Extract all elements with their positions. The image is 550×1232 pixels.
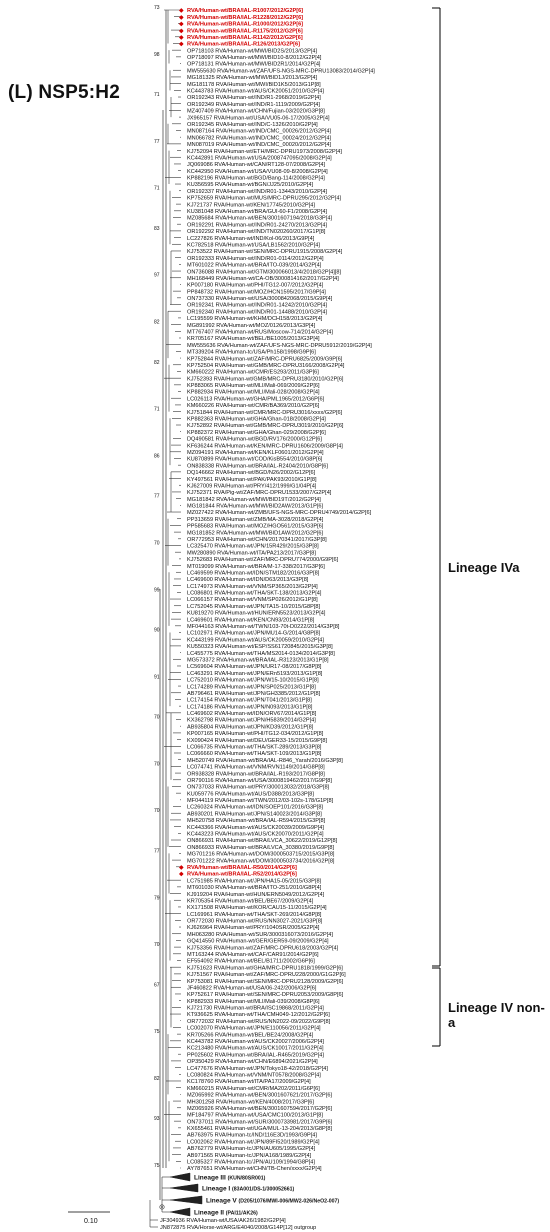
bootstrap-value: 71 [154,92,160,99]
taxon-label: KC443199 RVA/Human-wt/AUS/CK20059/2010/G2P[4] [187,637,324,644]
taxon-label: PP313659 RVA/Human-wt/ZMB/MA-3028/2018/G2P[4] [187,516,324,523]
taxon-label: KJ753356 RVA/Human-wt/ZAF/MRC-DPRU618/2003/G2P[4] [187,945,339,952]
taxon-label: KP752617 RVA/Human-wt/SEN/MRC-DPRU2053/2009/G8P[6] [187,992,344,999]
taxon-label: AB763975 RVA/Human-tc/IND/116E3D/1993/G9P[4] [187,1132,317,1139]
highlight-marker: ◆ [179,34,184,41]
taxon-label: LC477676 RVA/Human-wt/JPN/Tokyo18-42/2018/G2P[4] [187,1065,328,1072]
taxon-label: MN087019 RVA/Human-wt/IND/CMC_00020/2012/G2P[4] [187,142,332,149]
taxon-label: LC469599 RVA/Human-wt/IDN/STM182/2016/G3P[8] [187,570,320,577]
taxon-label: LC195599 RVA/Human-wt/KHM/DCH158/2013/G2P[4] [187,316,323,323]
taxon-label: DQ146662 RVA/Human-wt/BGD/N26/2002/G12P[6] [187,470,316,477]
taxon-label: JN872875 RVA/Horse-wt/ARG/E4040/2008/G14P[12] outgroup [160,1225,317,1231]
bootstrap-value: 98 [154,51,160,58]
bootstrap-value: 82 [154,1075,160,1082]
taxon-label: MG701216 RVA/Human-wt/DOM/3000503715/2015/G3P[8] [187,851,335,858]
taxon-label: KR705167 RVA/Human-wt/BEL/BE1005/2013/G3P[4] [187,336,320,343]
taxon-label: PP848732 RVA/Human-wt/MOZ/HCN1595/2017/G9P[4] [187,289,326,296]
taxon-label: LC469602 RVA/Human-wt/IDN/ORV67/2014/G1P[8] [187,711,317,718]
taxon-label: RVA/Human-wt/BRA/IAL-R1142/2012/G2P[6] [187,34,303,41]
taxon-label: KP752844 RVA/Human-wt/ZAF/MRC-DPRU6825/2009/G9P[6] [187,356,343,363]
taxon-label: AY787651 RVA/Human-wt/CHN/TB-Chen/xxxx/G2P[4] [187,1166,322,1173]
taxon-label: LC085327 RVA/Human-tc/JPN/AU109/1994/G8P[4] [187,1159,315,1166]
highlight-marker: ◆ [179,871,184,878]
taxon-label: KJ721737 RVA/Human-wt/KEN/17745/2010/G2P[4] [187,202,315,209]
taxon-label: PP585683 RVA/Human-wt/MOZ/HGO561/2015/G3P[6] [187,523,324,530]
taxon-label: KC782518 RVA/Human-wt/USA/LB1562/2010/G2P[4] [187,242,320,249]
bootstrap-value: 70 [154,808,160,815]
taxon-label: KF636244 RVA/Human-wt/KEN/MRC-DPRU1606/2009/G8P[4] [187,443,343,450]
taxon-label: MT019099 RVA/Human-wt/BRA/M-17-338/2017/G3P[6] [187,563,325,570]
taxon-label: MH520758 RVA/Human-wt/BRA/IAL-R594/2015/G3P[8] [187,818,326,825]
bootstrap-value: 83 [154,225,160,232]
taxon-label: KR705266 RVA/Human-wt/BEL/BE24/2008/G2P[4] [187,1032,314,1039]
taxon-label: RVA/Human-wt/BRA/IAL-R1175/2012/G2P[6] [187,28,303,35]
taxon-label: KM660226 RVA/Human-wt/CMR/BA369/2010/G2P[6] [187,403,320,410]
bootstrap-value: 75 [154,1029,160,1036]
taxon-label: OP718097 RVA/Human-wt/MWI/BID10-8/2012/G2P[4] [187,55,322,62]
clade-label-lineage-iva: Lineage IVa [448,560,520,575]
taxon-label: MZ407409 RVA/Human-wt/CHN/Fujian-03/2020/G3P[8] [187,108,325,115]
taxon-label: OR772953 RVA/Human-wt/CHN/20170341/2017/G3P[8] [187,536,327,543]
taxon-label: KJ751844 RVA/Human-wt/CMR/MRC-DPRU3016/xxxx/G2P[6] [187,409,343,416]
bootstrap-value: 82 [154,359,160,366]
taxon-label: LC026113 RVA/Human-wt/GHA/PML1965/2012/G6P[6] [187,396,325,403]
lineage-label: Lineage I (83A001/DS-1/300052661) [202,1185,295,1193]
taxon-label: LC455775 RVA/Human-wt/THA/MS2014-0134/2014/G3P[8] [187,650,335,657]
taxon-label: KC443366 RVA/Human-wt/AUS/CK20039/2009/G9P[4] [187,824,324,831]
highlight-marker: ◆ [179,21,184,28]
taxon-label: MG701222 RVA/Human-wt/DOM/3000503734/2016/G2P[8] [187,858,335,865]
taxon-label: MZ027422 RVA/Human-wt/ZMB/UFS-NGS-MRC-DPRU4749/2014/G2P[6] [187,510,372,517]
taxon-label: AB935804 RVA/Human-wt/JPN/KD39/2012/G1P[8] [187,724,314,731]
highlight-marker: ◆ [179,864,184,871]
taxon-label: OR192291 RVA/Human-wt/IND/R01-24270/2013/G2P[4] [187,222,328,229]
taxon-label: MG181852 RVA/Human-wt/MWI/BID1AW/2012/G2P[6] [187,530,324,537]
bootstrap-value: 90 [154,627,160,634]
lineage-label: Lineage II (PAI11/AK26) [194,1209,258,1217]
taxon-label: MH301258 RVA/Human-wt/KEN/4008/2017/G3P[6] [187,1099,314,1106]
taxon-label: MG181178 RVA/Human-wt/MWI/BID1K5/2013/G1P[8] [187,81,321,88]
taxon-label: OP350429 RVA/Human-wt/CHN/E6894/2021/G2P[4] [187,1059,318,1066]
taxon-label: LC074741 RVA/Human-wt/VNM/RVN1149/2014/G8P[8] [187,764,325,771]
taxon-label: AB762779 RVA/Human-tc/JPN/AU605/1995/G2P[4] [187,1146,316,1153]
taxon-label: MT601030 RVA/Human-wt/BRA/ITO-251/2010/G8P[4] [187,885,322,892]
taxon-label: KJ919204 RVA/Human-wt/HUN/ERN5049/2012/G2P[4] [187,891,325,898]
collapsed-lineage-triangle [170,1196,202,1204]
taxon-label: RVA/Human-wt/BRA/IAL-R50/2014/G2P[6] [187,864,297,871]
taxon-label: LC169961 RVA/Human-wt/THA/SKT-269/2014/G8P[8] [187,911,322,918]
taxon-label: KC213480 RVA/Human-wt/AUS/CK10017/2011/G2P[4] [187,1045,324,1052]
taxon-label: MT163244 RVA/Human-wt/CAF/CAR91/2014/G2P[6] [187,952,319,959]
bootstrap-value: 91 [154,674,160,681]
taxon-label: OR192292 RVA/Human-wt/IND/TN020260/2017/G1P[8] [187,229,326,236]
taxon-label: KU381048 RVA/Human-wt/BRA/GUI-60-F1/2008/G2P[4] [187,209,328,216]
taxon-label: ON737330 RVA/Human-wt/USA/3000842068/2015/G9P[4] [187,296,333,303]
highlight-marker: ◆ [179,41,184,48]
taxon-label: KP883065 RVA/Human-wt/MLI/Mali-069/2009/G2P[6] [187,383,320,390]
taxon-label: ON737033 RVA/Human-wt/PRY/300013032/2018/G3P[8] [187,784,330,791]
taxon-label: MG573372 RVA/Human-wt/BRA/IAL-R3123/2013/G1P[8] [187,657,329,664]
taxon-label: OR938328 RVA/Human-wt/BRA/IAL-R193/2017/G8P[8] [187,771,325,778]
bootstrap-value: 70 [154,714,160,721]
bootstrap-value: 82 [154,319,160,326]
taxon-label: KX362798 RVA/Human-wt/JPN/H5839/2014/G2P[4] [187,717,316,724]
bootstrap-value: 67 [154,982,160,989]
taxon-label: KC442950 RVA/Human-wt/USA/VU08-09-8/2008/G2P[4] [187,168,328,175]
taxon-label: LC174186 RVA/Human-wt/JPN/N093/2013/G1P[8] [187,704,313,711]
taxon-label: MG181844 RVA/Human-wt/MWI/BID2AW/2013/G1P[6] [187,503,324,510]
taxon-label: LC002070 RVA/Human-wt/JPN/E110056/2011/G2P[4] [187,1025,321,1032]
taxon-label: MW555636 RVA/Human-wt/ZAF/UFS-NGS-MRC-DPRU5912/2019/G2P[4] [187,342,372,349]
bootstrap-value: 77 [154,493,160,500]
taxon-label: MF044119 RVA/Human-wt/TWN/2012/03-102s-178/G1P[8] [187,798,334,805]
taxon-label: KP007180 RVA/Human-wt/PHI/TG12-007/2012/G2P[4] [187,282,324,289]
taxon-label: AB930201 RVA/Human-wt/JPN/S140023/2014/G3P[8] [187,811,322,818]
taxon-label: KJ626964 RVA/Human-wt/PRY/1040SR/2005/G2P[4] [187,925,320,932]
taxon-label: KJ721730 RVA/Human-wt/BRA/ISC19868/2011/G2P[4] [187,1005,324,1012]
taxon-label: KM660215 RVA/Human-wt/CMR/MA202/2011/G6P[6] [187,1085,320,1092]
taxon-label: KC443223 RVA/Human-wt/AUS/CK20070/2011/G2P[4] [187,831,324,838]
taxon-label: EF554092 RVA/Human-wt/BEL/B1711/2002/G6P[6] [187,958,315,965]
taxon-label: LC469600 RVA/Human-wt/IDN/D63/2013/G3P[8] [187,577,309,584]
collapsed-lineage-triangle [170,1208,190,1216]
taxon-label: MW280890 RVA/Human-wt/ITA/PA213/2017/G3P[8] [187,550,316,557]
bootstrap-value: 71 [154,185,160,192]
bootstrap-value: 73 [154,5,160,11]
taxon-label: KJ752371 RVA/Pig-wt/ZAF/MRC-DPRU1533/2007/G2P[4] [187,490,332,497]
taxon-label: ON737011 RVA/Human-wt/SUR/3000733981/2017/G9P[6] [187,1119,333,1126]
taxon-label: KU059776 RVA/Human-wt/AUS/D388/2013/G3P[8] [187,791,314,798]
taxon-label: KC443782 RVA/Human-wt/AUS/CK20027/2006/G2P[4] [187,1039,324,1046]
taxon-label: LC325470 RVA/Human-wt/JPN/15R429/2015/G3P[8] [187,543,319,550]
taxon-label: KM660222 RVA/Human-wt/CMR/ES293/2011/G3P[6] [187,369,319,376]
taxon-label: MZ094191 RVA/Human-wt/KEN/KLF0601/2012/G2P[4] [187,449,324,456]
taxon-label: LC752010 RVA/Human-wt/JPN/W15-10/2015/G1P[8] [187,677,319,684]
taxon-label: LC174154 RVA/Human-wt/JPN/T041/2013/G1P[8] [187,697,312,704]
taxon-label: KX655461 RVA/Human-wt/UGA/MUL-13-204/2013/G8P[8] [187,1126,332,1133]
taxon-label: MH063280 RVA/Human-wt/SUR/3000316073/2016/G2P[4] [187,931,333,938]
lineage-label: Lineage V (D205/1076/MWI-006/MW2-026/NeO2-007) [206,1197,340,1205]
taxon-label: LC102971 RVA/Human-wt/JPN/MU14-G/2014/G8P[8] [187,630,321,637]
taxon-label: KP882363 RVA/Human-wt/GHA/Ghan-018/2008/G2P[4] [187,416,326,423]
taxon-label: KP752659 RVA/Human-wt/MUS/MRC-DPRU295/2012/G2P[4] [187,195,341,202]
taxon-label: OR192340 RVA/Human-wt/IND/R01-14488/2010/G2P[4] [187,309,328,316]
taxon-label: MH168449 RVA/Human-wt/CA-OB/3000814162/2017/G2P[4] [187,275,339,282]
taxon-label: KJ751623 RVA/Human-wt/GHA/MRC-DPRU1818/1999/G2P[6] [187,965,343,972]
taxon-label: KP882933 RVA/Human-wt/MLI/Mali-039/2008/G8P[6] [187,998,320,1005]
taxon-label: KJ627009 RVA/Human-wt/PRY/412/1999/G1/04P[4] [187,483,317,490]
taxon-label: MZ065992 RVA/Human-wt/BEN/3001607621/2017/G2P[6] [187,1092,333,1099]
taxon-label: OR192343 RVA/Human-wt/IND/R1-2968/2019/G2P[4] [187,95,321,102]
taxon-label: OR790116 RVA/Human-wt/USA/3000819462/2017/G9P[8] [187,777,332,784]
taxon-label: LC174289 RVA/Human-wt/JPN/SP025/2013/G1P[8] [187,684,316,691]
lineage-strain: (D205/1076/MWI-006/MW2-026/NeO2-007) [238,1198,340,1205]
taxon-label: OR192341 RVA/Human-wt/IND/R01-14242/2010/G2P[4] [187,302,328,309]
taxon-label: KP753081 RVA/Human-wt/SEN/MRC-DPRU2128/2009/G2P[6] [187,978,344,985]
taxon-label: LC751985 RVA/Human-wt/JPN/HA15-05/2015/G3P[8] [187,878,322,885]
bootstrap-value: 99 [154,587,160,594]
taxon-label: OR772032 RVA/Human-wt/RUS/NN2022-09/2022/G9P[8] [187,1018,331,1025]
bootstrap-value: 70 [154,540,160,547]
scale-bar-label: 0.10 [84,1218,98,1225]
taxon-label: KY497561 RVA/Human-wt/PAK/PAK93/2010/G1P[8] [187,476,317,483]
taxon-label: KJ752393 RVA/Human-wt/GMB/MRC-DPRU3180/2010/G2P[6] [187,376,344,383]
taxon-label: LC463291 RVA/Human-wt/JPN/ERn5193/2013/G1P[8] [187,670,323,677]
taxon-label: OR192333 RVA/Human-wt/IND/R01-0114/2012/G2P[4] [187,255,324,262]
taxon-label: DQ490581 RVA/Human-wt/BGD/RV176/2000/G12P[6] [187,436,322,443]
taxon-label: KJ753522 RVA/Human-wt/SEN/MRC-DPRU1915/2008/G2P[4] [187,249,343,256]
taxon-label: MZ085684 RVA/Human-wt/BEN/3001607194/2018/G3P[4] [187,215,333,222]
taxon-label: MF044163 RVA/Human-wt/TWN/103-70t-D0222/2014/G3P[8] [187,624,340,631]
bootstrap-value: 70 [154,942,160,949]
taxon-label: RVA/Human-wt/BRA/IAL-R1228/2012/G2P[6] [187,14,304,21]
highlight-marker: ◆ [179,14,184,21]
taxon-label: OR192345 RVA/Human-wt/IND/C-1326/2010/G2P[4] [187,121,318,128]
bootstrap-value: 77 [154,848,160,855]
taxon-label: KP882196 RVA/Human-wt/BGD/Bang-114/2008/G2P[4] [187,175,325,182]
taxon-label: LC086801 RVA/Human-wt/THA/SKT-138/2013/G2P[4] [187,590,322,597]
taxon-label: GQ414550 RVA/Human-wt/GER/GER59-09/2009/G2P[4] [187,938,329,945]
taxon-label: ON736088 RVA/Human-wt/GTM/300066013/4/2018/G2P[4][8] [187,269,342,276]
taxon-label: RVA/Human-wt/BRA/IAL-R1007/2012/G2P[6] [187,8,304,15]
bootstrap-value: 75 [154,1163,160,1169]
taxon-label: OR772030 RVA/Human-wt/RUS/NN3027-2021/G3P[8] [187,918,323,925]
taxon-label: LC469601 RVA/Human-wt/KEN/CN93/2014/G1P[8] [187,617,315,624]
taxon-label: MT767407 RVA/Human-wt/RUS/Moscow-714/2014/G2P[4] [187,329,333,336]
bootstrap-value: 70 [154,761,160,768]
bootstrap-value: 97 [154,272,160,279]
taxon-label: LC569604 RVA/Human-wt/JPN/UR17-08/2017/G8P[8] [187,664,322,671]
taxon-label: KU550323 RVA/Human-wt/ESP/SS61720845/2015/G3P[8] [187,644,333,651]
taxon-label: OR192349 RVA/Human-wt/IND/R1-1119/2009/G2P[4] [187,101,320,108]
bootstrap-value: 86 [154,453,160,460]
taxon-label: OR192337 RVA/Human-wt/IND/R01-13443/2010/G2P[4] [187,188,328,195]
taxon-label: ON866933 RVA/Human-wt/BRA/LVCA_30380/2019/G9P[8] [187,844,335,851]
taxon-label: MZ065926 RVA/Human-wt/BEN/3001607594/2017/G2P[6] [187,1105,333,1112]
clade-label-lineage-iv-non-a: Lineage IV non-a [448,1000,545,1030]
taxon-label: LC174973 RVA/Human-wt/VNM/SP365/2013/G2P[4] [187,583,318,590]
taxon-label: KC443783 RVA/Human-wt/AUS/CK20051/2010/G2P[4] [187,88,324,95]
highlight-marker: ◆ [179,28,184,35]
bootstrap-value: 71 [154,406,160,413]
taxon-label: LC002062 RVA/Human-wt/JPN/89FI520/1989/G2P[4] [187,1139,320,1146]
taxon-label: LC066157 RVA/Human-wt/VNM/SP026/2012/G1P[8] [187,597,318,604]
taxon-label: KR705354 RVA/Human-wt/BEL/BE67/2009/G2P[4] [187,898,314,905]
taxon-label: MG891992 RVA/Human-wt/MOZ/0126/2013/G3P[4] [187,322,316,329]
taxon-label: LC066660 RVA/Human-wt/THA/SKT-109/2013/G1P[8] [187,751,322,758]
taxon-label: KP752504 RVA/Human-wt/GMB/MRC-DPRU3166/2008/G2P[4] [187,362,345,369]
taxon-label: JF460822 RVA/Human-wt/USA/06-242/2006/G2P[6] [187,985,317,992]
taxon-label: OP718131 RVA/Human-wt/MWI/BID2R1/2014/G2P[4] [187,61,321,68]
taxon-label: MT601022 RVA/Human-wt/BRA/ITO-039/2014/G2P[4] [187,262,322,269]
taxon-label: KJ752683 RVA/Human-wt/ZAF/MRC-DPRU774/2000/G9P[6] [187,557,339,564]
taxon-label: JQ069086 RVA/Human-wt/CAN/RT128-07/2008/G2P[4] [187,162,326,169]
taxon-label: PP025602 RVA/Human-wt/BRA/IAL-R465/2019/G2P[4] [187,1052,324,1059]
taxon-label: ON838338 RVA/Human-wt/BRA/IAL-R2404/2010/G8P[6] [187,463,328,470]
taxon-label: AB796461 RVA/Human-wt/JPN/GH3385/2012/G1P[8] [187,690,321,697]
taxon-label: KJ751567 RVA/Human-wt/ZAF/MRC-DPRU228/2000/G1G2P[6] [187,972,346,979]
lineage-label: Lineage III (KUN/80SR001) [194,1174,266,1182]
taxon-label: RVA/Human-wt/BRA/IAL-R126/2013/G2P[6] [187,41,300,48]
taxon-label: LC066735 RVA/Human-wt/THA/SKT-289/2013/G3P[8] [187,744,322,751]
highlight-marker: ◆ [179,8,184,15]
taxon-label: KP007165 RVA/Human-wt/PHI/TG12-034/2012/G1P[8] [187,731,324,738]
taxon-label: OP718103 RVA/Human-wt/MWI/BID2S/2013/G2P[4] [187,48,318,55]
taxon-label: KC442891 RVA/Human-wt/USA/2008747095/2008/G2P[4] [187,155,332,162]
taxon-label: ON866931 RVA/Human-wt/BRA/LVCA_30622/2019/G12P[8] [187,838,338,845]
taxon-label: MN066782 RVA/Human-wt/IND/CMC_00024/2012/G2P[4] [187,135,332,142]
panel-title: (L) NSP5:H2 [8,82,120,103]
taxon-label: KU356595 RVA/Human-wt/BGN/JJ25/2010/G2P[4] [187,182,314,189]
taxon-label: KC178760 RVA/Human-wt/ITA/PA17/2009/G2P[4] [187,1079,311,1086]
taxon-label: MH520749 RVA/Human-wt/BRA/IAL-R846_Yarah/2016/G3P[8] [187,757,343,764]
taxon-label: LC227826 RVA/Human-wt/IND/Kol-06/2013/G9P[4] [187,235,315,242]
taxon-label: KP882934 RVA/Human-wt/MLI/Mali-028/2008/G2P[4] [187,389,320,396]
taxon-label: LC260324 RVA/Human-wt/IDN/SOEP101/2016/G3P[8] [187,804,323,811]
taxon-label: KX171508 RVA/Human-wt/KOR/CAU15-11/2015/G2P[4] [187,905,327,912]
taxon-label: MT339204 RVA/Human-tc/USA/Ph158/1998/G9P[6] [187,349,316,356]
lineage-strain: (PAI11/AK26) [225,1210,258,1217]
taxon-label: MN087164 RVA/Human-wt/IND/CMC_00026/2012/G2P[4] [187,128,332,135]
taxon-label: KX090424 RVA/Human-wt/DEU/GER33-15/2015/G9P[8] [187,737,328,744]
taxon-label: MG181842 RVA/Human-wt/MWI/BID19T/2012/G2P[4] [187,496,321,503]
lineage-strain: (83A001/DS-1/300052661) [231,1186,295,1193]
taxon-label: JF304936 RVA/Human-wt/USA/AK26/1982/G2P[4] [160,1218,286,1224]
bootstrap-value: 79 [154,895,160,902]
bootstrap-value: 93 [154,1116,160,1123]
taxon-label: MG181325 RVA/Human-wt/MWI/BID1J/2013/G2P[4] [187,75,318,82]
taxon-label: LC752045 RVA/Human-wt/JPN/TA15-10/2015/G8P[8] [187,603,321,610]
taxon-label: MF184797 RVA/Human-wt/USA/CMC100/2013/G1P[8] [187,1112,323,1119]
taxon-label: MW555630 RVA/Human-wt/ZAF/UFS-NGS-MRC-DPRU13083/2014/G2P[4] [187,68,375,75]
taxon-label: KJ752094 RVA/Human-wt/ETH/MRC-DPRU1973/2008/G2P[4] [187,148,342,155]
taxon-label: KP882372 RVA/Human-wt/GHA/Ghan-029/2008/G2P[6] [187,429,326,436]
taxon-label: JX965157 RVA/Human-wt/USA/VU05-06-17/2005/G2P[4] [187,115,330,122]
taxon-label: KT936625 RVA/Human-wt/THA/CMH049-12/2012/G2P[6] [187,1012,330,1019]
collapsed-lineage-triangle [170,1184,198,1192]
taxon-label: RVA/Human-wt/BRA/IAL-R1000/2012/G2P[6] [187,21,304,28]
taxon-label: KU870899 RVA/Human-wt/COD/KisB554/2010/G8P[6] [187,456,323,463]
bootstrap-value: 77 [154,138,160,145]
taxon-label: LC080824 RVA/Human-wt/VNM/NT0578/2008/G2P[4] [187,1072,321,1079]
taxon-label: AB971565 RVA/Human-tc/JPN/A168/1989/G2P[4] [187,1152,312,1159]
taxon-label: KJ752892 RVA/Human-wt/GMB/MRC-DPRU3019/2010/G2P[6] [187,423,344,430]
lineage-strain: (KUN/80SR001) [227,1175,266,1182]
root-node-dot [161,1206,163,1208]
taxon-label: KU819270 RVA/Human-wt/HUN/ERN5523/2013/G2P[4] [187,610,326,617]
taxon-label: RVA/Human-wt/BRA/IAL-R52/2014/G2P[6] [187,871,297,878]
collapsed-lineage-triangle [170,1173,190,1181]
